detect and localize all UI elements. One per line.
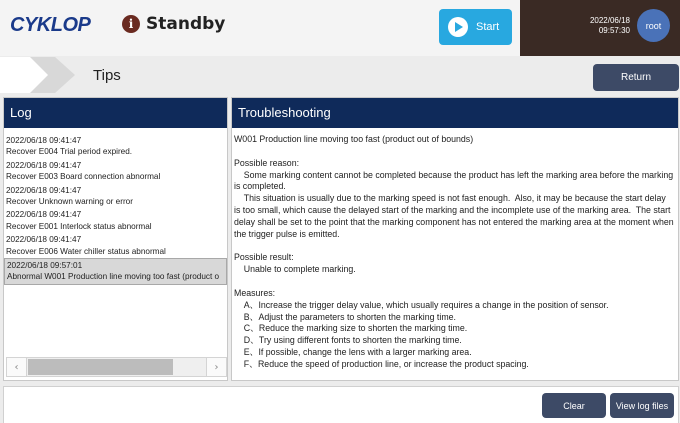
log-entry-time: 2022/06/18 09:41:47 <box>6 185 82 195</box>
breadcrumb-arrow-icon <box>0 57 75 93</box>
datetime <box>576 16 630 36</box>
log-entry-time: 2022/06/18 09:41:47 <box>6 136 82 145</box>
troubleshooting-text <box>232 134 678 380</box>
log-entry-message: Abnormal W001 Production line moving too fast (product o <box>7 272 220 282</box>
measure-item: D、Try using different fonts to shorten the marking time. <box>234 335 462 346</box>
app-header <box>0 0 680 56</box>
scroll-right-icon[interactable]: › <box>206 358 226 376</box>
log-entry-time: 2022/06/18 09:57:01 <box>7 261 83 271</box>
log-entry[interactable] <box>4 233 227 258</box>
scrollbar-thumb[interactable] <box>28 359 173 375</box>
log-list[interactable] <box>4 134 227 354</box>
measure-item: F、Reduce the speed of production line, or increase the product spacing. <box>234 358 529 369</box>
page-title: Tips <box>93 67 121 84</box>
measure-item: C、Reduce the marking size to shorten the marking time. <box>234 323 468 334</box>
start-label: Start <box>476 21 500 33</box>
measure-item: A、Increase the trigger delay value, which usually requires a change in the position of sensor. <box>234 299 609 310</box>
cyklop-logo: CYKLOP <box>10 14 91 36</box>
reason-paragraph-2: This situation is usually due to the marking speed is not fast enough. Also, it may be because the start delay is too small, which cause the delayed start of the marking and the incomplete use of the marking area. The start delay shall be set to the point that the marking component has not entered the marking area at the moment when the trigger pulse is emitted. <box>234 193 677 239</box>
measure-item: B、Adjust the parameters to shorten the marking time. <box>234 311 456 322</box>
result-label: Possible result: <box>234 252 294 263</box>
log-panel-title: Log <box>4 98 227 128</box>
log-entry-time: 2022/06/18 09:41:47 <box>6 210 82 220</box>
log-entry[interactable] <box>4 159 227 184</box>
tips-bar <box>0 56 680 94</box>
horizontal-scrollbar[interactable] <box>6 357 227 377</box>
result-text: Unable to complete marking. <box>234 264 356 275</box>
log-entry-message: Recover Unknown warning or error <box>6 197 133 207</box>
troubleshooting-panel <box>231 97 679 381</box>
measures-label: Measures: <box>234 287 276 298</box>
log-entry-message: Recover E003 Board connection abnormal <box>6 172 161 182</box>
log-entry-time: 2022/06/18 09:41:47 <box>6 160 82 170</box>
user-avatar[interactable]: root <box>637 9 670 42</box>
log-panel <box>3 97 228 381</box>
log-entry[interactable] <box>4 184 227 209</box>
log-entry-message: Recover E006 Water chiller status abnormal <box>6 246 166 256</box>
bottom-toolbar <box>3 386 679 423</box>
scroll-left-icon[interactable]: ‹ <box>7 358 27 376</box>
log-entry[interactable] <box>4 258 227 285</box>
view-log-files-button[interactable]: View log files <box>610 393 674 418</box>
log-entry-message: Recover E004 Trial period expired. <box>6 147 133 157</box>
reason-paragraph-1: Some marking content cannot be completed because the product has left the marking area before the marking is completed. <box>234 169 676 192</box>
measure-item: E、If possible, change the lens with a larger marking area. <box>234 346 472 357</box>
play-icon <box>448 17 468 37</box>
time-text: 09:57:30 <box>598 26 630 35</box>
start-button[interactable] <box>439 9 512 45</box>
log-entry[interactable] <box>4 134 227 159</box>
log-entry-message: Recover E001 Interlock status abnormal <box>6 221 152 231</box>
machine-status <box>122 14 225 34</box>
return-button[interactable]: Return <box>593 64 679 91</box>
reason-label: Possible reason: <box>234 157 300 168</box>
log-entry-time: 2022/06/18 09:41:47 <box>6 235 82 245</box>
info-icon: i <box>122 15 140 33</box>
clear-button[interactable]: Clear <box>542 393 606 418</box>
status-text: Standby <box>146 14 226 34</box>
error-heading: W001 Production line moving too fast (product out of bounds) <box>234 134 474 144</box>
date-text: 2022/06/18 <box>589 16 630 25</box>
troubleshooting-panel-title: Troubleshooting <box>232 98 678 128</box>
log-entry[interactable] <box>4 208 227 233</box>
